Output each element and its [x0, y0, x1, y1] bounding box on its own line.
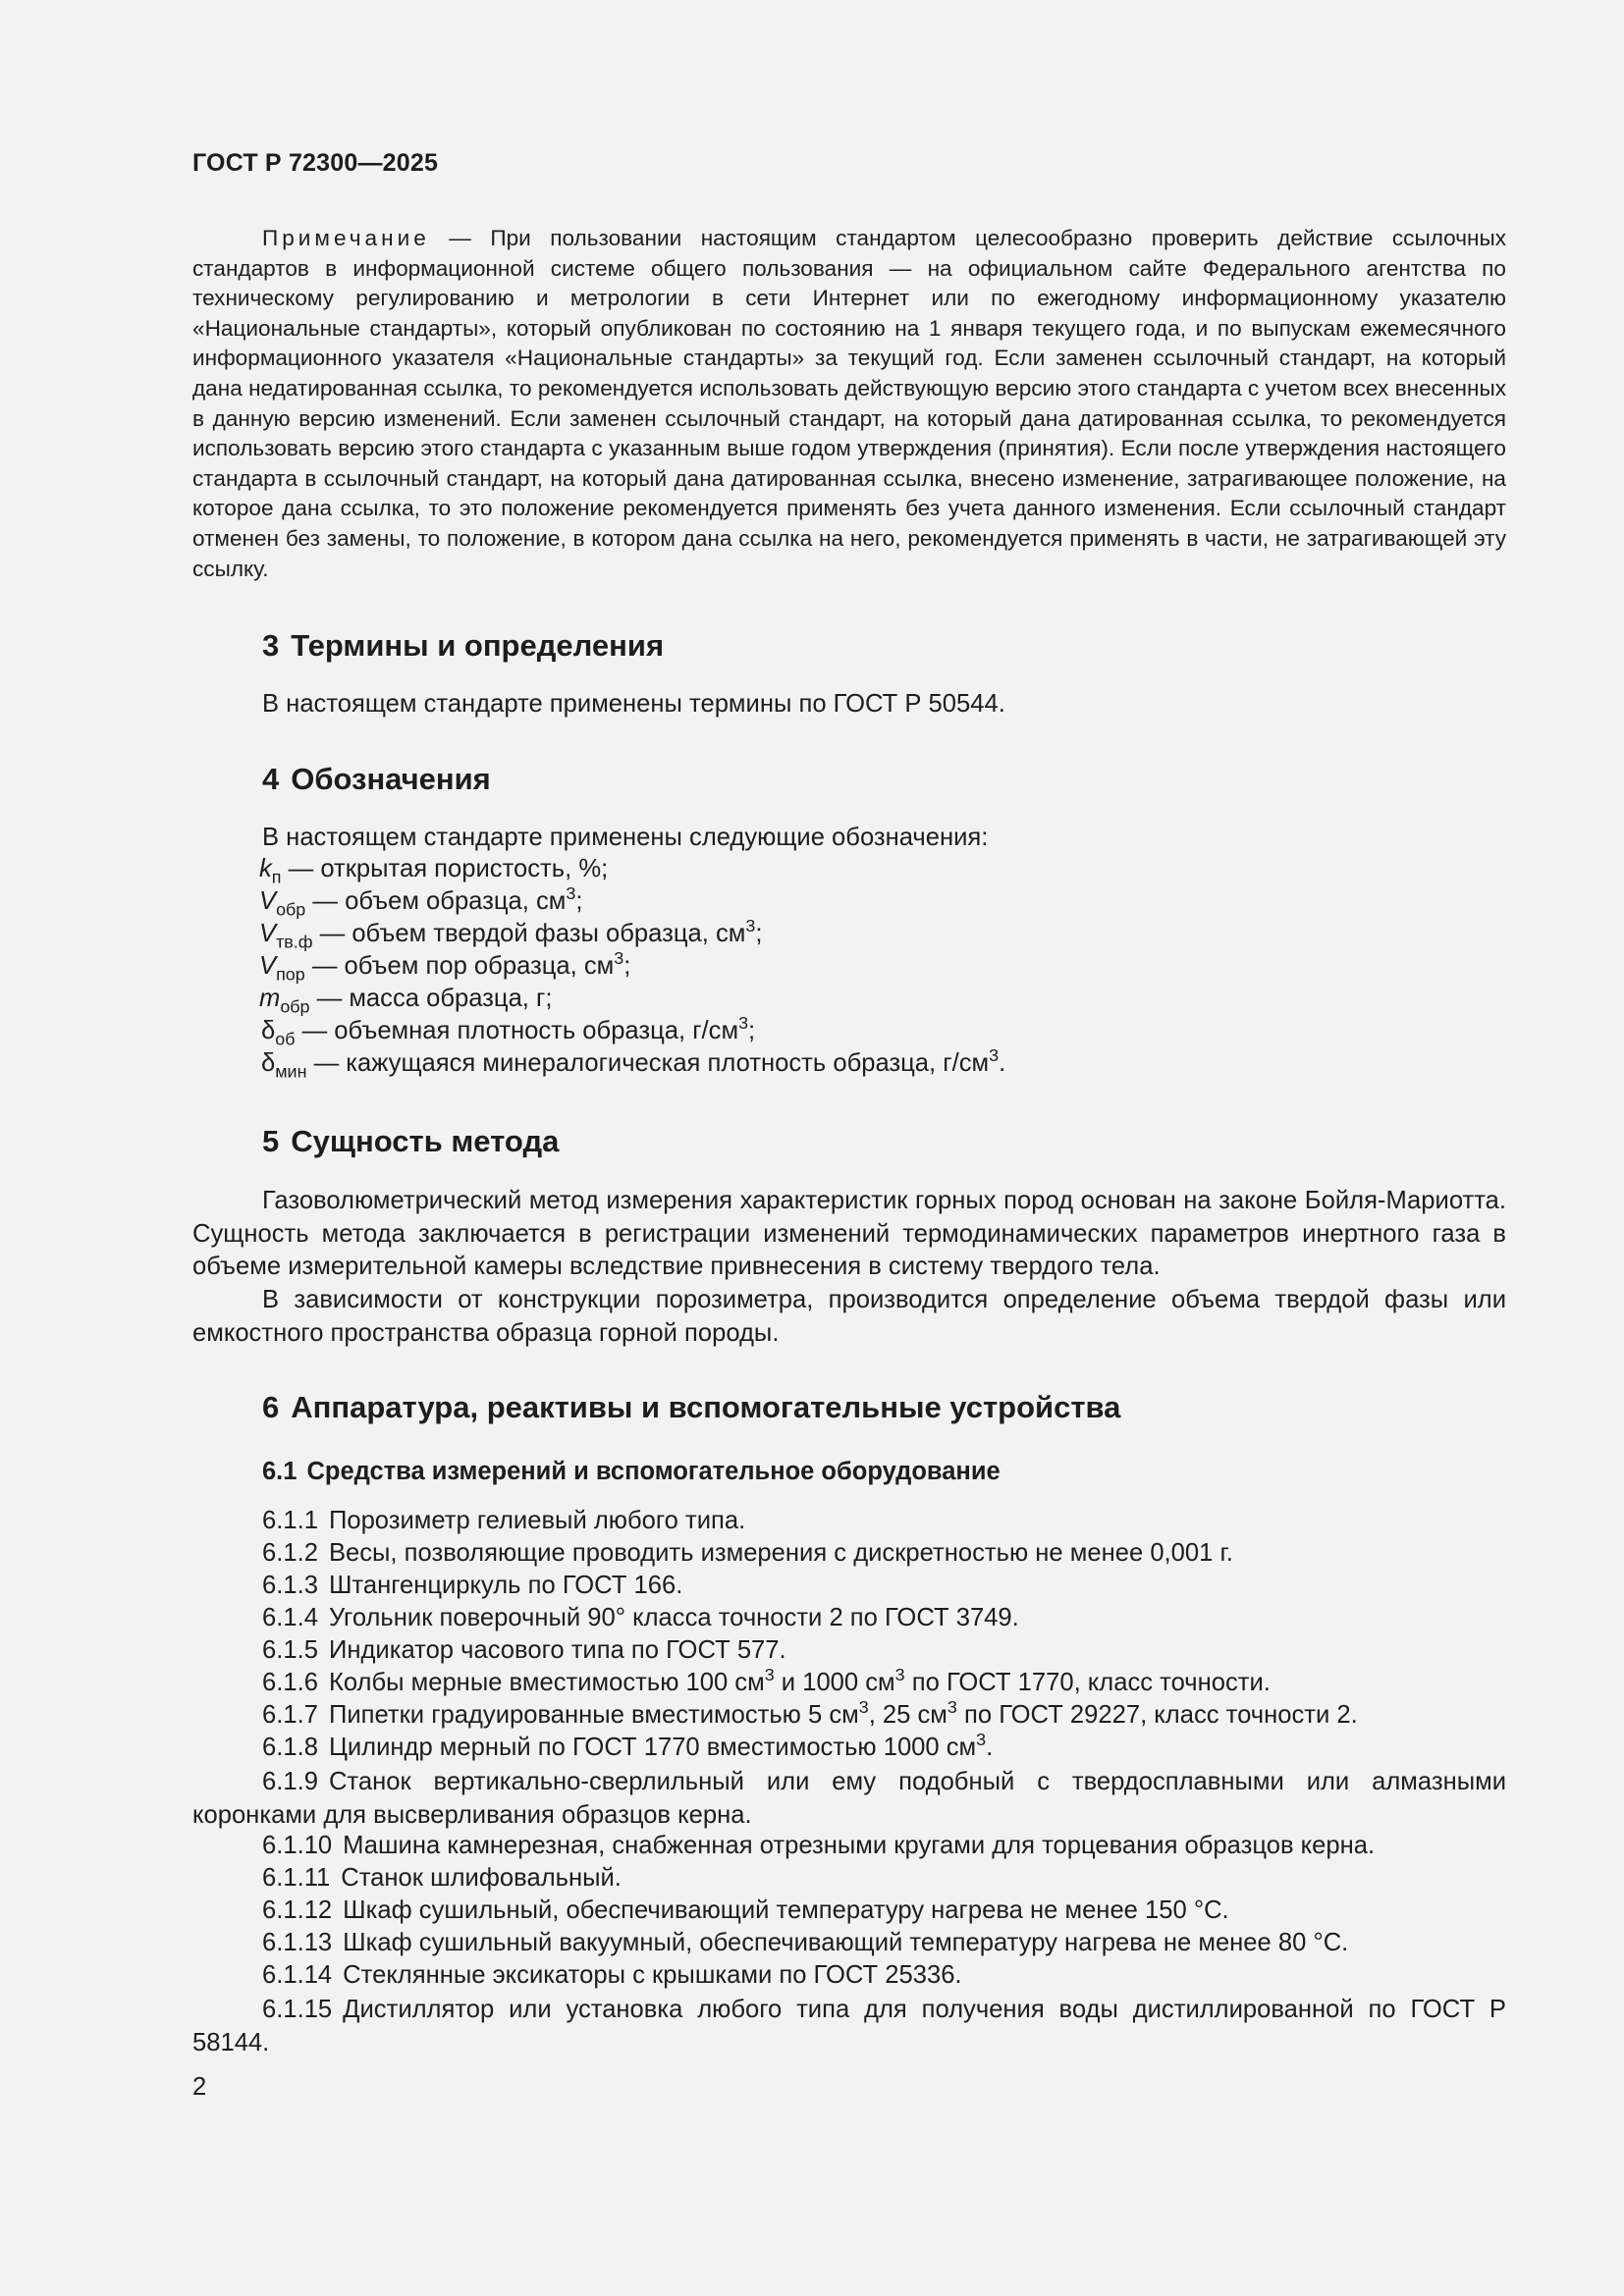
section-3-heading [262, 628, 664, 664]
list-item: 6.1.12 Шкаф сушильный, обеспечивающий температуру нагрева не менее 150 °С. [262, 1896, 1229, 1924]
list-item: 6.1.3 Штангенциркуль по ГОСТ 166. [262, 1572, 683, 1599]
note-label: Примечание [262, 226, 430, 250]
section-6-heading [262, 1390, 1120, 1425]
document-header: ГОСТ Р 72300—2025 [192, 149, 439, 177]
symbol-row: $m_{обр}$ — масса образца, г; [259, 985, 553, 1017]
symbol-row: $k_п$ — открытая пористость, %; [259, 855, 609, 887]
section-4-heading [262, 762, 491, 797]
list-item: 6.1.14 Стеклянные эксикаторы с крышками по ГОСТ 25336. [262, 1961, 962, 1989]
method-paragraph-1: Газоволюметрический метод измерения характеристик горных пород основан на законе Бойля-Мариотта. Сущность метода заключается в регистрации изменений термодинамических параметров инертного газа в объеме измерительной камеры вследствие привнесения в систему твердого тела. [192, 1187, 1506, 1280]
list-item: 6.1.15 Дистиллятор или установка любого типа для получения воды дистиллированной по ГОСТ Р 58144. [192, 1996, 1506, 2056]
page-number: 2 [192, 2073, 207, 2101]
subsection-title: Средства измерений и вспомогательное оборудование [306, 1458, 1001, 1485]
symbols-intro: В настоящем стандарте применены следующие обозначения: [262, 824, 989, 851]
section-3-text: В настоящем стандарте применены термины по ГОСТ Р 50544. [262, 690, 1005, 718]
list-item: 6.1.11 Станок шлифовальный. [262, 1864, 622, 1892]
method-paragraph-2: В зависимости от конструкции порозиметра, производится определение объема твердой фазы или емкостного пространства образца горной породы. [192, 1286, 1506, 1347]
list-item: 6.1.7 Пипетки градуированные вместимостью 5 $см^3$, 25 $см^3$ по ГОСТ 29227, класс точности 2. [262, 1697, 1358, 1729]
symbol-row: $\delta_{об}$ — объемная плотность образца, $г/см^3$; [261, 1013, 756, 1049]
list-item: 6.1.8 Цилиндр мерный по ГОСТ 1770 вместимостью 1000 $см^3$. [262, 1730, 994, 1761]
section-number: 4 [262, 762, 280, 796]
reference-note [192, 224, 1506, 584]
list-item: 6.1.2 Весы, позволяющие проводить измерения с дискретностью не менее 0,001 г. [262, 1539, 1233, 1567]
section-number: 5 [262, 1124, 280, 1158]
subsection-number: 6.1 [262, 1458, 298, 1485]
list-item: 6.1.5 Индикатор часового типа по ГОСТ 577. [262, 1636, 786, 1664]
list-item: 6.1.6 Колбы мерные вместимостью 100 $см^3$ и 1000 $см^3$ по ГОСТ 1770, класс точности. [262, 1665, 1271, 1696]
symbol-row: $V_{тв.ф}$ — объем твердой фазы образца, $см^3$; [259, 916, 763, 952]
subsection-6-1-heading [262, 1458, 1001, 1486]
list-item: 6.1.4 Угольник поверочный 90° класса точности 2 по ГОСТ 3749. [262, 1604, 1019, 1631]
note-text: — При пользовании настоящим стандартом целесообразно проверить действие ссылочных стандартов в информационной системе общего пользования — на официальном сайте Федерального агентства по техническому регулированию и метрологии в сети Интернет или по ежегодному информационному указателю «Национальные стандарты», который опубликован по состоянию на 1 января текущего года, и по выпускам ежемесячного информационного указателя «Национальные стандарты» за текущий год. Если заменен ссылочный стандарт, на который дана недатированная ссылка, то рекомендуется использовать действующую версию этого стандарта с учетом всех внесенных в данную версию изменений. Если заменен ссылочный стандарт, на который дана датированная ссылка, то рекомендуется использовать версию этого стандарта с указанным выше годом утверждения (принятия). Если после утверждения настоящего стандарта в ссылочный стандарт, на который дана датированная ссылка, внесено изменение, затрагивающее положение, на которое дана ссылка, то это положение рекомендуется применять без учета данного изменения. Если ссылочный стандарт отменен без замены, то положение, в котором дана ссылка на него, рекомендуется применять в части, не затрагивающей эту ссылку. [192, 226, 1506, 581]
section-title: Сущность метода [291, 1124, 560, 1158]
section-number: 6 [262, 1390, 280, 1424]
section-title: Аппаратура, реактивы и вспомогательные устройства [291, 1390, 1121, 1424]
list-item: 6.1.1 Порозиметр гелиевый любого типа. [262, 1507, 746, 1534]
symbol-row: $\delta_{мин}$ — кажущаяся минералогическая плотность образца, $г/см^3$. [261, 1045, 1006, 1082]
symbol-row: $V_{обр}$ — объем образца, $см^3$; [259, 883, 583, 920]
section-number: 3 [262, 628, 280, 663]
list-item: 6.1.13 Шкаф сушильный вакуумный, обеспечивающий температуру нагрева не менее 80 °С. [262, 1929, 1349, 1956]
section-title: Термины и определения [291, 628, 665, 663]
list-item: 6.1.9 Станок вертикально-сверлильный или ему подобный с твердосплавными или алмазными коронками для высверливания образцов керна. [192, 1768, 1506, 1829]
section-title: Обозначения [291, 762, 491, 796]
symbol-row: $V_{пор}$ — объем пор образца, $см^3$; [259, 948, 631, 985]
section-5-heading [262, 1124, 559, 1159]
list-item: 6.1.10 Машина камнерезная, снабженная отрезными кругами для торцевания образцов керна. [262, 1832, 1376, 1859]
